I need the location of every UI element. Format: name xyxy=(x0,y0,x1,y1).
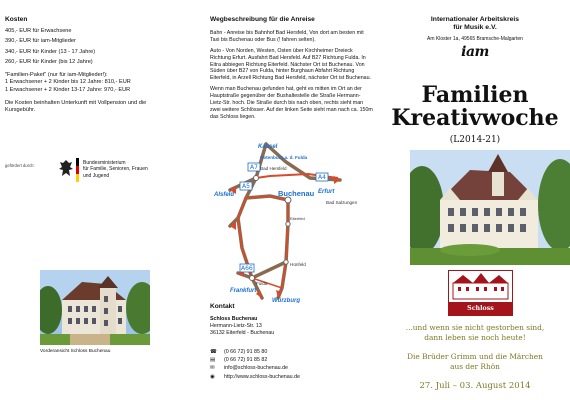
label-a66: A66 xyxy=(241,265,253,272)
theme-line: aus der Rhön xyxy=(450,361,500,371)
ministry-name xyxy=(83,160,148,179)
sponsor-label: gefördert durch: xyxy=(5,163,35,168)
route-map xyxy=(190,138,380,303)
castle-side-photo xyxy=(410,150,570,265)
event-title-line: Kreativwoche xyxy=(391,105,559,132)
city-bad-hersfeld: Bad Hersfeld xyxy=(260,166,287,171)
route-title: Wegbeschreibung für die Anreise xyxy=(210,16,315,23)
bahn-text: Bahn - Anreise bis Bahnhof Bad Hersfeld, Von dort am besten mit Taxi bis Buchenau oder Bus (! fahren selten). xyxy=(210,30,364,43)
kosten-line: 390,- EUR für iam-Mitglieder xyxy=(5,38,76,45)
left-panel xyxy=(0,0,190,400)
tagline xyxy=(380,323,570,342)
city-bad-salzungen: Bad Salzungen xyxy=(326,200,358,205)
kosten-line: 260,- EUR für Kinder (bis 12 Jahre) xyxy=(5,58,93,65)
tagline-line: ...und wenn sie nicht gestorben sind, xyxy=(405,323,545,332)
schloss-logo-text: Schloss Buchenau xyxy=(449,302,512,315)
ministry-logo xyxy=(58,158,178,188)
kosten-line: 340,- EUR für Kinder (13 - 17 Jahre) xyxy=(5,48,96,55)
schloss-logo xyxy=(448,270,513,325)
email-row xyxy=(210,364,300,372)
kosten-line: 405,- EUR für Erwachsene xyxy=(5,28,72,34)
phone-icon: ☎ xyxy=(210,349,217,355)
label-a4: A4 xyxy=(318,174,326,181)
castle-icon xyxy=(449,271,512,301)
contact-name: Schloss Buchenau xyxy=(210,316,258,322)
org-line: Internationaler Arbeitskreis xyxy=(430,16,520,23)
org-name xyxy=(380,16,570,33)
flag-stripe-black xyxy=(76,158,79,166)
web-link[interactable]: http://www.schloss-buchenau.de xyxy=(224,373,300,380)
city-buchenau: Buchenau xyxy=(278,189,315,198)
contact-block xyxy=(210,316,274,337)
event-dates: 27. Juli – 03. August 2014 xyxy=(419,381,531,391)
theme-line: Die Brüder Grimm und die Märchen xyxy=(407,352,543,361)
fax-icon: ▤ xyxy=(210,357,216,364)
theme xyxy=(380,352,570,371)
org-address: Am Kloster 1a, 49565 Bramsche-Malgarten xyxy=(427,36,523,42)
ministry-line: und Jugend xyxy=(83,172,110,179)
email-link[interactable]: info@schloss-buchenau.de xyxy=(224,365,288,372)
event-title-line: Familien xyxy=(421,82,529,108)
phone-number: (0 66 72) 91 85 80 xyxy=(224,349,268,355)
eagle-icon xyxy=(58,158,74,184)
ministry-line: für Familie, Senioren, Frauen xyxy=(83,166,148,173)
city-kassel: Kassel xyxy=(258,144,278,150)
city-rotenburg: Rotenburg a. d. Fulda xyxy=(260,155,308,160)
event-code: (L2014-21) xyxy=(449,135,501,145)
photo-caption: Vorderansicht Schloss Buchenau xyxy=(40,349,111,354)
paket-line: 1 Erwachsener + 2 Kinder bis 12 Jahre: 810,- EUR xyxy=(5,79,131,86)
city-eiterfeld: Eiterfeld xyxy=(290,216,305,221)
kosten-note: Die Kosten beinhalten Unterkunft mit Vollpension und die Kursgebühr. xyxy=(5,99,147,114)
castle-front-photo xyxy=(40,270,150,345)
kosten-title: Kosten xyxy=(5,16,28,23)
kosten-list xyxy=(5,28,165,114)
globe-icon: ◉ xyxy=(210,373,215,380)
city-alsfeld: Alsfeld xyxy=(214,192,235,198)
iam-logo: iam xyxy=(461,44,489,60)
tagline-line: dann leben sie noch heute! xyxy=(424,332,526,342)
city-fulda: Fulda xyxy=(256,281,268,286)
flag-stripe-gold xyxy=(76,174,79,182)
phone-row xyxy=(210,348,300,356)
paket-title: "Familien-Paket" (nur für iam-Mitglieder!): xyxy=(5,72,108,79)
label-a7: A7 xyxy=(250,164,258,171)
fax-row xyxy=(210,356,300,364)
city-wurzburg: Würzburg xyxy=(272,298,300,303)
contact-title: Kontakt xyxy=(210,303,235,310)
city-frankfurt: Frankfurt xyxy=(230,288,257,294)
contact-street: Hermann-Lietz-Str. 13 xyxy=(210,322,262,329)
paket-line: 1 Erwachsener + 2 Kinder 13-17 Jahre: 970,- EUR xyxy=(5,86,131,93)
right-panel xyxy=(380,0,570,400)
label-a5: A5 xyxy=(242,183,250,190)
org-line: für Musik e.V. xyxy=(453,24,497,32)
route-text xyxy=(210,30,373,121)
web-row xyxy=(210,373,300,381)
middle-panel xyxy=(190,0,380,400)
auto-text: Auto - Von Norden, Westen, Osten über Kirchheimer Dreieck Richtung Erfurt. Ausfahrt Bad Hersfeld. Auf B27 Richtung Fulda. In Eitra abbiegen Richtung Eiterfeld. Nächster Ort ist Buchenau. Von Süden über B27 von Fulda, hinter Burghaun Abfahrt Richtung Eiterfeld, in Arzell Richtung Bad Hersfeld, nächster Ort ist Buchenau. xyxy=(210,47,372,82)
event-title xyxy=(380,84,570,130)
flag-stripe-red xyxy=(76,166,79,174)
email-icon: ✉ xyxy=(210,365,215,372)
walk-text: Wenn man Buchenau gefunden hat, geht es mitten im Ort an der Hauptstraße gegenüber der Bushaltestelle die Straße Hermann-Lietz-Str. hoch. Die Straße durch bis nach oben, rechts sieht man zwei weitere Schlösser. Auf der linken Seite sieht man nach ca. 150m das Schloss liegen. xyxy=(210,86,373,120)
contact-city: 36132 Eiterfeld - Buchenau xyxy=(210,329,275,336)
ministry-line: Bundesministerium xyxy=(83,160,126,166)
contact-channels xyxy=(210,348,300,381)
city-hunfeld: Hünfeld xyxy=(290,262,306,267)
fax-number: (0 66 72) 91 85 82 xyxy=(224,357,268,364)
city-erfurt: Erfurt xyxy=(318,189,335,195)
